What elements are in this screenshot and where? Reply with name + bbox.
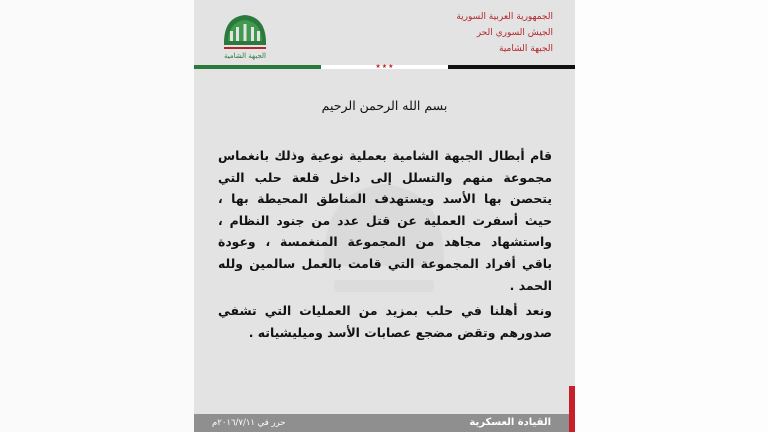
footer-accent [569, 386, 575, 432]
statement-document [194, 0, 575, 432]
right-margin [575, 0, 768, 432]
star-icon: ★★★ [375, 63, 395, 70]
header-org-lines [403, 9, 553, 57]
footer-signature: القيادة العسكرية [469, 417, 551, 428]
statement-paragraph-1: قام أبطال الجبهة الشامية بعملية نوعية وذلك بانغماس مجموعة منهم والتسلل إلى داخل قلعة حلب التي يتحصن بها الأسد ويستهدف المناطق المحيطة بها ، حيث أسفرت العملية عن قتل عدد من جنود النظام ، واستشهاد مجاهد من المجموعة المنغمسة ، وعودة باقي أفراد المجموعة التي قامت بالعمل سالمين ولله الحمد . [218, 148, 552, 293]
statement-paragraph-2: ونعد أهلنا في حلب بمزيد من العمليات التي تشفي صدورهم وتقض مضجع عصابات الأسد وميليشياته . [218, 303, 552, 340]
header-line-army: الجيش السوري الحر [476, 28, 553, 38]
footer-date: حرر في ٢٠١٦/٧/١١م [212, 418, 286, 428]
header-line-republic: الجمهورية العربية السورية [456, 12, 553, 22]
basmala: بسم الله الرحمن الرحيم [321, 98, 448, 113]
left-margin [0, 0, 194, 432]
logo-caption: الجبهة الشامية [224, 52, 266, 60]
header-line-front: الجبهة الشامية [499, 44, 553, 54]
